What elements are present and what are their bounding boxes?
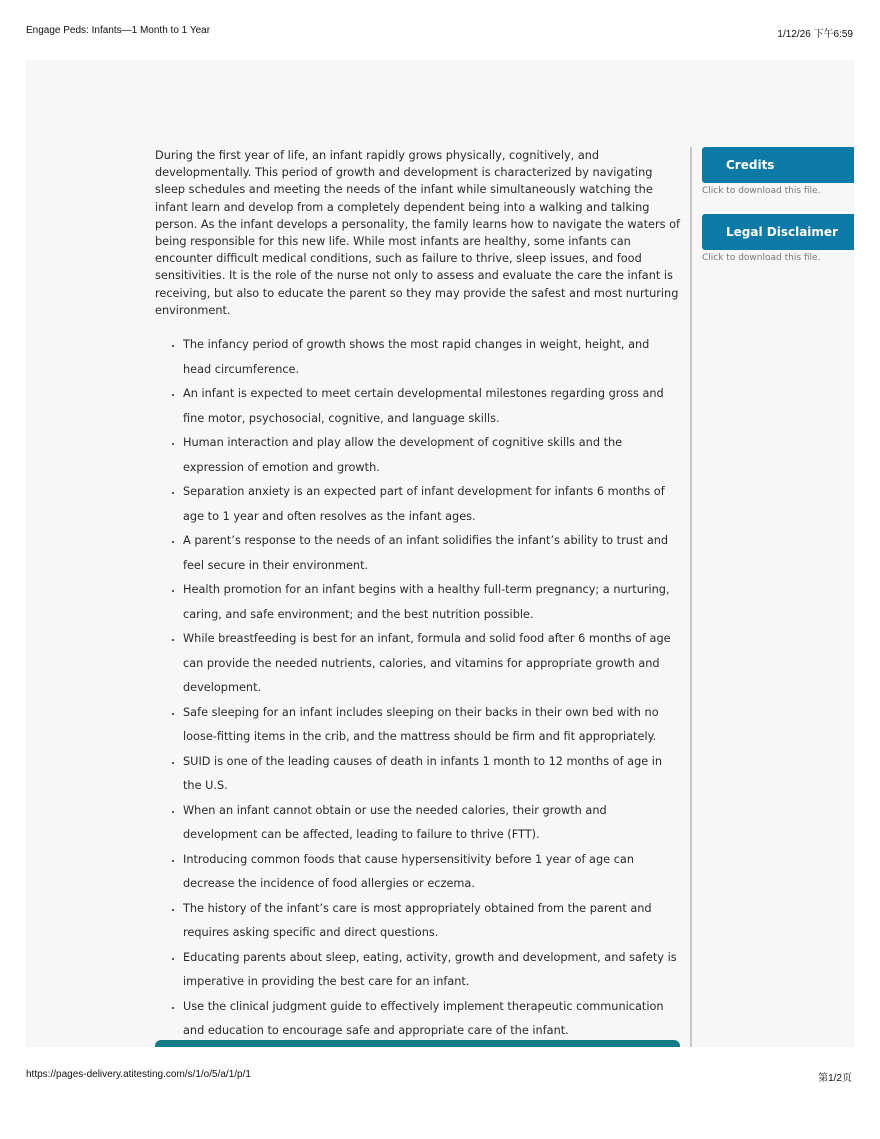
- list-item: • While breastfeeding is best for an infant, formula and solid food after 6 months of age can provide the needed nutrients, calories, and vitamins for appropriate growth and development.: [183, 627, 680, 701]
- print-footer-url: https://pages-delivery.atitesting.com/s/1/o/5/a/1/p/1: [26, 1069, 251, 1080]
- legal-disclaimer-note: Click to download this file.: [702, 253, 821, 263]
- summary-list: [155, 333, 680, 1044]
- list-item: • Introducing common foods that cause hypersensitivity before 1 year of age can decrease the incidence of food allergies or eczema.: [183, 848, 680, 897]
- intro-paragraph: During the first year of life, an infant rapidly grows physically, cognitively, and developmentally. This period of growth and development is characterized by navigating sleep schedules and meeting the needs of the infant while simultaneously watching the infant learn and develop from a completely dependent being into a walking and talking person. As the infant develops a personality, the family learns how to navigate the waters of being responsible for this new life. While most infants are healthy, some infants can encounter difficult medical conditions, such as failure to thrive, sleep issues, and food sensitivities. It is the role of the nurse not only to assess and evaluate the care the infant is receiving, but also to educate the parent so they may provide the safest and most nurturing environment.: [155, 149, 680, 317]
- credits-button[interactable]: Credits: [702, 147, 854, 183]
- column-divider: [690, 147, 692, 1047]
- list-item: • SUID is one of the leading causes of death in infants 1 month to 12 months of age in the U.S.: [183, 750, 680, 799]
- list-item: • The history of the infant’s care is most appropriately obtained from the parent and requires asking specific and direct questions.: [183, 897, 680, 946]
- list-item: • Separation anxiety is an expected part of infant development for infants 6 months of age to 1 year and often resolves as the infant ages.: [183, 480, 680, 529]
- list-item: • Health promotion for an infant begins with a healthy full-term pregnancy; a nurturing, caring, and safe environment; and the best nutrition possible.: [183, 578, 680, 627]
- page-content: [26, 60, 854, 1047]
- list-item: • An infant is expected to meet certain developmental milestones regarding gross and fine motor, psychosocial, cognitive, and language skills.: [183, 382, 680, 431]
- print-header-datetime: 1/12/26 下午6:59: [777, 29, 853, 40]
- print-header-title: Engage Peds: Infants—1 Month to 1 Year: [26, 25, 211, 36]
- credits-download: [702, 147, 854, 196]
- print-footer-page: 第1/2页: [818, 1073, 852, 1084]
- list-item: • When an infant cannot obtain or use the needed calories, their growth and development can be affected, leading to failure to thrive (FTT).: [183, 799, 680, 848]
- list-item: • A parent’s response to the needs of an infant solidifies the infant’s ability to trust and feel secure in their environment.: [183, 529, 680, 578]
- list-item: • Human interaction and play allow the development of cognitive skills and the expression of emotion and growth.: [183, 431, 680, 480]
- legal-disclaimer-button[interactable]: Legal Disclaimer: [702, 214, 854, 250]
- main-content: [155, 147, 680, 1044]
- list-item: • The infancy period of growth shows the most rapid changes in weight, height, and head circumference.: [183, 333, 680, 382]
- list-item: • Educating parents about sleep, eating, activity, growth and development, and safety is imperative in providing the best care for an infant.: [183, 946, 680, 995]
- credits-note: Click to download this file.: [702, 186, 821, 196]
- list-item: • Use the clinical judgment guide to effectively implement therapeutic communication and education to encourage safe and appropriate care of the infant.: [183, 995, 680, 1044]
- list-item: • Safe sleeping for an infant includes sleeping on their backs in their own bed with no loose-fitting items in the crib, and the mattress should be firm and fit appropriately.: [183, 701, 680, 750]
- legal-disclaimer-download: [702, 214, 854, 263]
- section-bar: [155, 1040, 680, 1047]
